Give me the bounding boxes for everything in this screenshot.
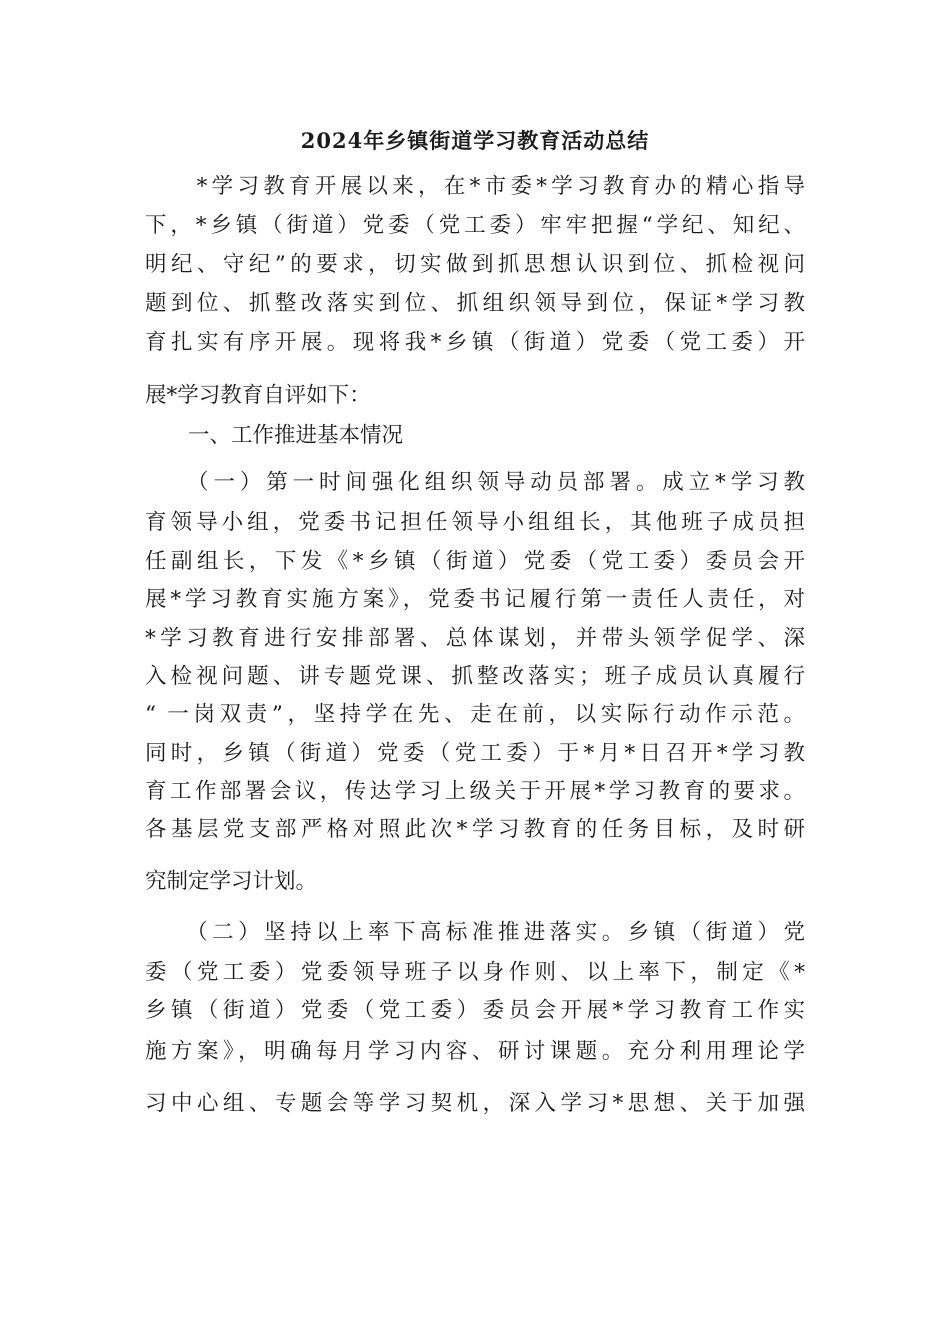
text-line: “ 一岗双责”，坚持学在先、走在前，以实际行动作示范。: [145, 702, 805, 727]
document-title: 2024年乡镇街道学习教育活动总结: [300, 128, 650, 153]
text-line: （一）第一时间强化组织领导动员部署。成立*学习教: [145, 470, 805, 495]
text-line: 究制定学习计划。: [145, 869, 318, 894]
text-line: 题到位、抓整改落实到位、抓组织领导到位，保证*学习教: [145, 291, 805, 316]
text-line: 育工作部署会议，传达学习上级关于开展*学习教育的要求。: [145, 779, 805, 804]
text-line: 乡镇（街道）党委（党工委）委员会开展*学习教育工作实: [145, 998, 805, 1023]
section-heading: 一、工作推进基本情况: [145, 423, 404, 448]
text-line: 委（党工委）党委领导班子以身作则、以上率下，制定《*: [145, 960, 805, 985]
text-line: *学习教育进行安排部署、总体谋划，并带头领学促学、深: [145, 626, 805, 651]
text-line: 育领导小组，党委书记担任领导小组组长，其他班子成员担: [145, 510, 805, 535]
text-line: *学习教育开展以来，在*市委*学习教育办的精心指导: [145, 174, 805, 199]
text-line: 同时，乡镇（街道）党委（党工委）于*月*日召开*学习教: [145, 741, 805, 766]
text-line: 任副组长，下发《*乡镇（街道）党委（党工委）委员会开: [145, 549, 805, 574]
text-line: 各基层党支部严格对照此次*学习教育的任务目标，及时研: [145, 817, 805, 842]
text-line: 下，*乡镇（街道）党委（党工委）牢牢把握“学纪、知纪、: [145, 213, 805, 238]
text-line: （二）坚持以上率下高标准推进落实。乡镇（街道）党: [145, 920, 805, 945]
text-line: 展*学习教育实施方案》，党委书记履行第一责任人责任，对: [145, 587, 805, 612]
text-line: 展*学习教育自评如下：: [145, 383, 371, 408]
text-line: 明纪、守纪”的要求，切实做到抓思想认识到位、抓检视问: [145, 252, 805, 277]
text-line: 入检视问题、讲专题党课、抓整改落实；班子成员认真履行: [145, 664, 805, 689]
text-line: 育扎实有序开展。现将我*乡镇（街道）党委（党工委）开: [145, 330, 805, 355]
text-line: 习中心组、专题会等学习契机，深入学习*思想、关于加强: [145, 1091, 805, 1116]
text-line: 施方案》，明确每月学习内容、研讨课题。充分利用理论学: [145, 1039, 805, 1064]
